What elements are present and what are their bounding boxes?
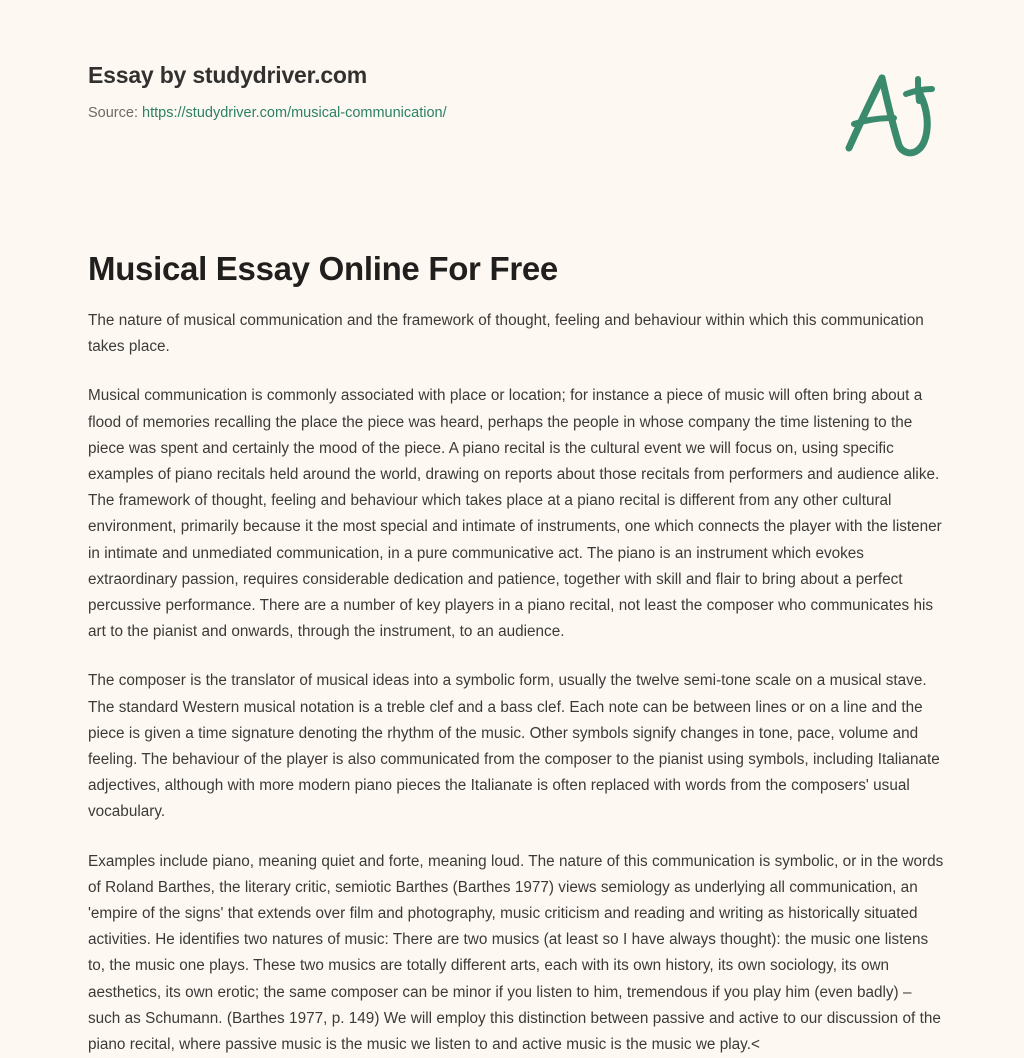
a-plus-logo-icon xyxy=(836,66,940,160)
source-url-link[interactable]: https://studydriver.com/musical-communication/ xyxy=(142,104,447,121)
paragraph: Examples include piano, meaning quiet and forte, meaning loud. The nature of this communication is symbolic, or in the words of Roland Barthes, the literary critic, semiotic Barthes (Barthes 1977) views semiology as underlying all communication, an 'empire of the signs' that extends over film and photography, music criticism and reading and writing as historically situated activities. He identifies two natures of music: There are two musics (at least so I have always thought): the music one listens to, the music one plays. These two musics are totally different arts, each with its own history, its own sociology, its own aesthetics, its own erotic; the same composer can be minor if you listen to him, tremendous if you play him (even badly) – such as Schumann. (Barthes 1977, p. 149) We will employ this distinction between passive and active to our discussion of the piano recital, where passive music is the music we listen to and active music is the music we play.< xyxy=(88,852,944,1054)
byline: Essay by studydriver.com xyxy=(88,62,368,88)
page-title: Musical Essay Online For Free xyxy=(88,250,558,287)
source-line xyxy=(88,104,939,123)
article-body xyxy=(88,308,944,1058)
paragraph: The composer is the translator of musical ideas into a symbolic form, usually the twelve semi-tone scale on a musical stave. The standard Western musical notation is a treble clef and a bass clef. Each note can be between lines or on a line and the piece is given a time signature denoting the rhythm of the music. Other symbols signify changes in tone, pace, volume and feeling. The behaviour of the player is also communicated from the composer to the pianist using symbols, including Italianate adjectives, although with more modern piano pieces the Italianate is often replaced with words from the composers' usual vocabulary. xyxy=(88,672,940,821)
source-label: Source: xyxy=(88,104,138,121)
paragraph: Musical communication is commonly associated with place or location; for instance a piece of music will often bring about a flood of memories recalling the place the piece was heard, perhaps the people in whose company the time listening to the piece was spent and certainly the mood of the piece. A piano recital is the cultural event we will focus on, using specific examples of piano recitals held around the world, drawing on reports about those recitals from performers and audience alike. The framework of thought, feeling and behaviour which takes place at a piano recital is different from any other cultural environment, primarily because it the most special and intimate of instruments, one which connects the player with the listener in intimate and unmediated communication, in a pure communicative act. The piano is an instrument which evokes extraordinary passion, requires considerable dedication and patience, together with skill and flair to bring about a perfect percussive performance. There are a number of key players in a piano recital, not least the composer who communicates his art to the pianist and onwards, through the instrument, to an audience. xyxy=(88,387,942,641)
paragraph: The nature of musical communication and the framework of thought, feeling and behaviour within which this communication takes place. xyxy=(88,312,924,356)
